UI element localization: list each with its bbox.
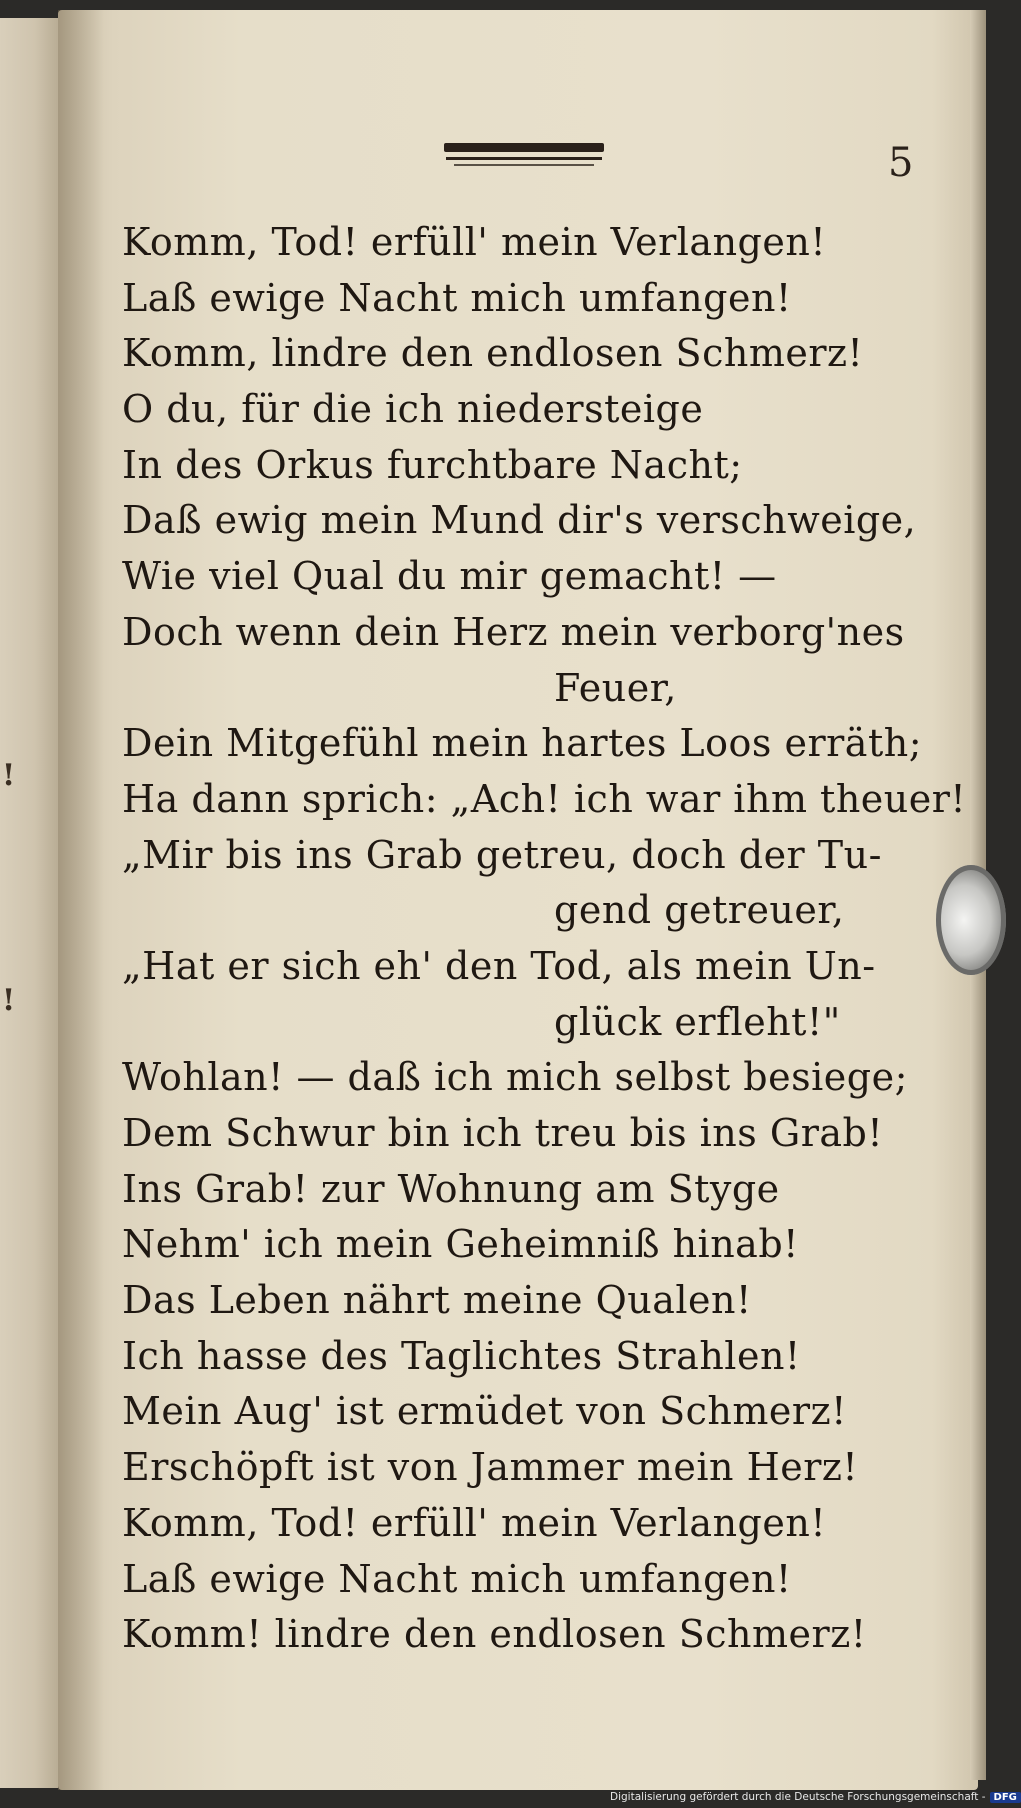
verse-line: Das Leben nährt meine Qualen!: [122, 1278, 752, 1323]
metal-clip: [936, 865, 1006, 975]
verse-line: Komm! lindre den endlosen Schmerz!: [122, 1612, 867, 1657]
verse-line: Laß ewige Nacht mich umfangen!: [122, 1556, 792, 1601]
verse-line: Ins Grab! zur Wohnung am Styge: [122, 1166, 780, 1211]
verse-line: „Hat er sich eh' den Tod, als mein Un-: [122, 943, 876, 988]
verse-line: Komm, Tod! erfüll' mein Verlangen!: [122, 220, 827, 264]
verse-line: Wie viel Qual du mir gemacht! —: [122, 554, 777, 599]
verse-line: Komm, Tod! erfüll' mein Verlangen!: [122, 1500, 827, 1545]
digitization-credit: [610, 1791, 1021, 1803]
verse-line: In des Orkus furchtbare Nacht;: [122, 442, 743, 487]
adjacent-left-page: [0, 18, 58, 1788]
page-number: 5: [888, 140, 914, 186]
credit-text: Digitalisierung gefördert durch die Deutsche Forschungsgemeinschaft -: [610, 1791, 986, 1803]
verse-line: „Mir bis ins Grab getreu, doch der Tu-: [122, 832, 882, 877]
verse-line: Dein Mitgefühl mein hartes Loos erräth;: [122, 721, 923, 766]
verse-line: Mein Aug' ist ermüdet von Schmerz!: [122, 1389, 847, 1434]
verse-line: Wohlan! — daß ich mich selbst besiege;: [122, 1055, 908, 1100]
verse-line: Doch wenn dein Herz mein verborg'nes: [122, 609, 905, 654]
verse-line: Daß ewig mein Mund dir's verschweige,: [122, 498, 917, 543]
verse-text: [122, 215, 967, 1663]
verse-line: Ha dann sprich: „Ach! ich war ihm theuer!: [122, 776, 967, 821]
double-rule-ornament-icon: [444, 143, 604, 173]
verse-line: Laß ewige Nacht mich umfangen!: [122, 275, 792, 320]
verse-line: Ich hasse des Taglichtes Strahlen!: [122, 1333, 801, 1378]
verse-line: Nehm' ich mein Geheimniß hinab!: [122, 1222, 799, 1267]
verse-line-continuation: gend getreuer,: [554, 888, 845, 933]
left-page-mark: !: [2, 758, 16, 793]
dfg-logo: DFG: [990, 1792, 1021, 1803]
verse-line: Dem Schwur bin ich treu bis ins Grab!: [122, 1111, 884, 1155]
left-page-mark: !: [2, 983, 16, 1018]
verse-line: Erschöpft ist von Jammer mein Herz!: [122, 1445, 859, 1490]
page-gutter-shadow: [58, 10, 104, 1790]
verse-line: Komm, lindre den endlosen Schmerz!: [122, 331, 864, 376]
verse-line: O du, für die ich niedersteige: [122, 387, 704, 432]
verse-line-continuation: Feuer,: [554, 665, 677, 710]
verse-line-continuation: glück erfleht!": [554, 999, 841, 1044]
